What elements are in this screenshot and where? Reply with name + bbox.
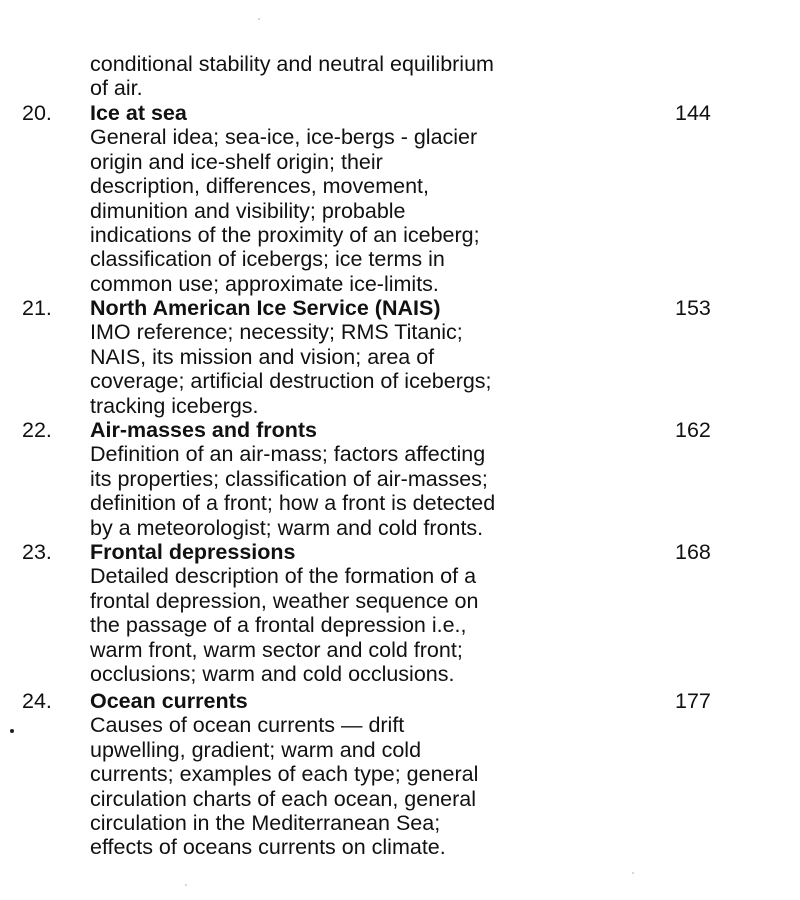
- scan-speck: [185, 884, 187, 886]
- entry-description: [90, 442, 660, 540]
- description-line: its properties; classification of air-masses;: [90, 466, 488, 491]
- scan-speck: [258, 18, 260, 20]
- description-line: currents; examples of each type; general: [90, 762, 479, 787]
- entry-description: [90, 713, 660, 859]
- description-line: circulation in the Mediterranean Sea;: [90, 811, 441, 836]
- description-line: circulation charts of each ocean, general: [90, 786, 477, 811]
- entry-title: North American Ice Service (NAIS): [90, 296, 441, 320]
- description-line: tracking icebergs.: [90, 393, 259, 418]
- description-line: description, differences, movement,: [90, 174, 429, 199]
- entry-title: Frontal depressions: [90, 540, 296, 564]
- description-line: Definition of an air-mass; factors affecting: [90, 442, 486, 467]
- description-line: coverage; artificial destruction of icebergs;: [90, 369, 492, 394]
- entry-description: [90, 564, 660, 686]
- entry-number: 23.: [22, 540, 52, 564]
- entry-title: Air-masses and fronts: [90, 418, 318, 442]
- description-line: effects of oceans currents on climate.: [90, 835, 446, 860]
- entry-number: 21.: [22, 296, 52, 320]
- continued-description: [90, 52, 650, 101]
- entry-page-number: 168: [675, 540, 711, 564]
- description-line: classification of icebergs; ice terms in: [90, 247, 445, 272]
- entry-description: [90, 320, 660, 418]
- entry-page-number: 177: [675, 689, 711, 713]
- margin-mark: [10, 729, 14, 733]
- description-line: Detailed description of the formation of a: [90, 564, 477, 589]
- description-line: occlusions; warm and cold occlusions.: [90, 662, 455, 687]
- entry-title: Ocean currents: [90, 689, 248, 713]
- description-line: Causes of ocean currents — drift: [90, 713, 405, 738]
- description-line: NAIS, its mission and vision; area of: [90, 344, 435, 369]
- description-line: origin and ice-shelf origin; their: [90, 149, 383, 174]
- entry-number: 24.: [22, 689, 52, 713]
- description-line: General idea; sea-ice, ice-bergs - glacier: [90, 125, 478, 150]
- description-line: IMO reference; necessity; RMS Titanic;: [90, 320, 463, 345]
- entry-description: [90, 125, 660, 296]
- description-line: warm front, warm sector and cold front;: [90, 637, 463, 662]
- description-line: the passage of a frontal depression i.e.,: [90, 613, 467, 638]
- description-line: indications of the proximity of an iceberg;: [90, 223, 480, 248]
- entry-title: Ice at sea: [90, 101, 187, 125]
- description-line: common use; approximate ice-limits.: [90, 271, 439, 296]
- description-line: definition of a front; how a front is detected: [90, 491, 496, 516]
- description-line: conditional stability and neutral equilibrium: [90, 52, 494, 76]
- description-line: upwelling, gradient; warm and cold: [90, 737, 422, 762]
- entry-number: 20.: [22, 101, 52, 125]
- entry-page-number: 144: [675, 101, 711, 125]
- description-line: dimunition and visibility; probable: [90, 198, 406, 223]
- entry-page-number: 153: [675, 296, 711, 320]
- entry-number: 22.: [22, 418, 52, 442]
- description-line: of air.: [90, 76, 143, 101]
- scan-speck: [632, 872, 634, 874]
- entry-page-number: 162: [675, 418, 711, 442]
- description-line: by a meteorologist; warm and cold fronts.: [90, 515, 484, 540]
- description-line: frontal depression, weather sequence on: [90, 588, 479, 613]
